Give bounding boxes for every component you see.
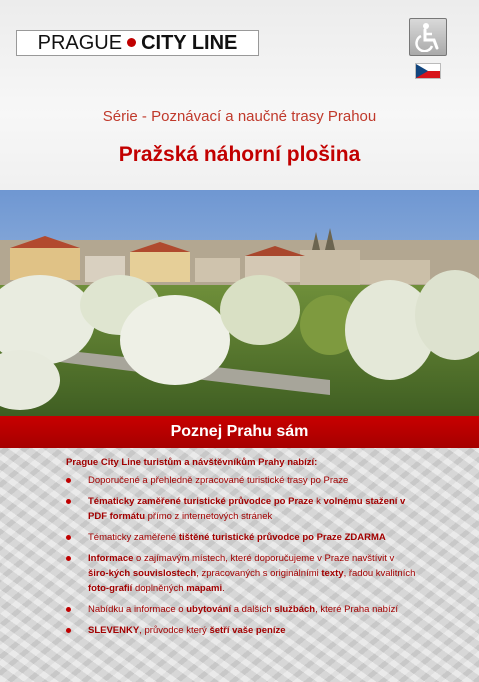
offer-item-text: SLEVENKY (88, 625, 140, 636)
offer-item-text: tištěné turistické průvodce po Praze ZDARMA (178, 532, 386, 543)
page-title: Pražská náhorní plošina (118, 143, 361, 166)
prague-city-line-logo[interactable] (16, 30, 259, 56)
offer-item-text: širo-kých souvislostech (88, 568, 197, 579)
series-subtitle: Série - Poznávací a naučné trasy Prahou (102, 108, 377, 125)
offer-item-text: foto-grafií (88, 583, 133, 594)
offer-item-text: šetří vaše peníze (209, 625, 286, 636)
wheelchair-icon (414, 22, 442, 52)
section-banner: Poznej Prahu sám (0, 416, 479, 448)
logo-text-right: CITY LINE (141, 31, 238, 54)
offer-item-text: volnému stažení v PDF formátu (88, 496, 406, 522)
offer-item-text: a dalších (231, 604, 275, 615)
offer-list-item (66, 494, 416, 524)
offer-item-text: , řadou kvalitních (343, 568, 416, 579)
offer-item-text: k (313, 496, 324, 507)
offer-list-item (66, 623, 416, 638)
offer-item-text: Informace (88, 553, 134, 564)
offer-panel (0, 448, 479, 682)
offer-item-text: službách (274, 604, 316, 615)
offer-item-text: přímo z internetových stránek (145, 511, 273, 522)
prague-castle-photo (0, 190, 479, 416)
offer-list-item (66, 473, 416, 488)
offer-item-text: , průvodce který (139, 625, 210, 636)
offer-item-text: mapami (186, 583, 223, 594)
offer-item-text: Tématicky zaměřené (88, 532, 179, 543)
offer-item-text: doplněných (132, 583, 187, 594)
offer-intro: Prague City Line turistům a návštěvníkům Prahy nabízí: (66, 457, 318, 468)
offer-item-text: o zajímavým místech, které doporučujeme v Praze navštívit v (133, 553, 395, 564)
czech-flag-icon[interactable] (415, 63, 441, 79)
offer-item-text: ubytování (186, 604, 232, 615)
header (0, 0, 479, 190)
offer-list-item (66, 602, 416, 617)
offer-item-text: Tématicky zaměřené turistické průvodce po Praze (88, 496, 314, 507)
offer-item-text: Doporučené a přehledně zpracované turistické trasy po Praze (88, 475, 349, 486)
offer-item-text: Nabídku a informace o (88, 604, 187, 615)
offer-item-text: , které Praha nabízí (315, 604, 398, 615)
wheelchair-accessibility-button[interactable] (409, 18, 447, 56)
logo-dot-icon (127, 38, 136, 47)
offer-item-text: . (222, 583, 225, 594)
offer-item-text: , zpracovaných s originálními (196, 568, 322, 579)
offer-list (66, 473, 416, 644)
logo-text-left: PRAGUE (37, 31, 123, 54)
offer-list-item (66, 551, 416, 596)
offer-list-item (66, 530, 416, 545)
offer-item-text: texty (321, 568, 344, 579)
